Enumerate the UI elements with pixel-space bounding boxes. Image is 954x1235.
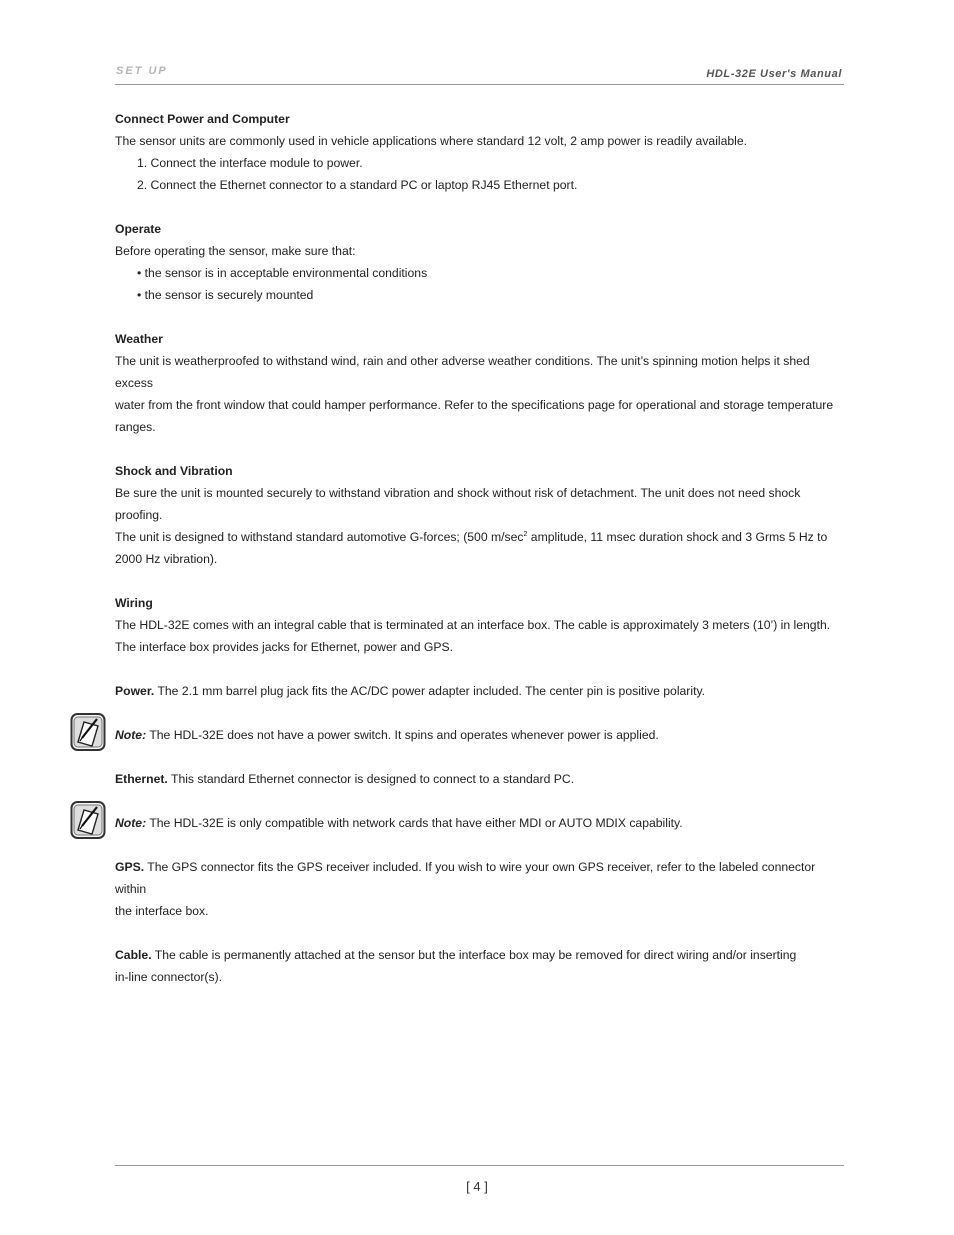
operate-intro: Before operating the sensor, make sure that: <box>115 244 356 258</box>
shock-line-1: Be sure the unit is mounted securely to withstand vibration and shock without risk of detachment. The unit does not need shock proofing. <box>115 486 801 522</box>
weather-line-1: The unit is weatherproofed to withstand wind, rain and other adverse weather conditions. The unit’s spinning motion helps it shed excess <box>115 354 810 390</box>
note-power-switch <box>115 724 845 746</box>
note-pencil-icon <box>70 712 106 752</box>
header-rule <box>115 84 844 85</box>
note2-label: Note: <box>115 816 147 830</box>
heading-shock: Shock and Vibration <box>115 464 233 478</box>
section-weather <box>115 328 845 438</box>
operate-bullet-1: • the sensor is in acceptable environmental conditions <box>137 266 428 280</box>
superscript-2: 2 <box>523 531 528 538</box>
note2-text: The HDL-32E is only compatible with network cards that have either MDI or AUTO MDIX capability. <box>146 816 683 830</box>
shock-line-3: 2000 Hz vibration). <box>115 552 218 566</box>
gps-text: The GPS connector fits the GPS receiver included. If you wish to wire your own GPS receiver, refer to the labeled connector within <box>115 860 816 896</box>
gps-line-1 <box>115 856 845 900</box>
shock-line-2 <box>115 526 845 548</box>
shock-line-2-text: The unit is designed to withstand standard automotive G-forces; (500 m/sec <box>115 530 524 544</box>
manual-title: HDL-32E User's Manual <box>706 68 842 80</box>
section-operate <box>115 218 845 306</box>
note-mdi <box>115 812 845 834</box>
power-text: The 2.1 mm barrel plug jack fits the AC/DC power adapter included. The center pin is positive polarity. <box>154 684 706 698</box>
note1-text: The HDL-32E does not have a power switch. It spins and operates whenever power is applied. <box>146 728 659 742</box>
wiring-line-2: The interface box provides jacks for Ethernet, power and GPS. <box>115 640 454 654</box>
gps-label: GPS. <box>115 860 145 874</box>
cable-line-1 <box>115 944 845 966</box>
connect-intro: The sensor units are commonly used in vehicle applications where standard 12 volt, 2 amp power is readily available. <box>115 134 748 148</box>
page-content <box>115 108 845 1010</box>
section-shock <box>115 460 845 570</box>
connect-step-1: 1. Connect the interface module to power. <box>137 156 363 170</box>
heading-weather: Weather <box>115 332 163 346</box>
connect-step-2: 2. Connect the Ethernet connector to a standard PC or laptop RJ45 Ethernet port. <box>137 178 578 192</box>
note1-label: Note: <box>115 728 147 742</box>
paragraph-cable <box>115 944 845 988</box>
page-number: [ 4 ] <box>466 1179 488 1194</box>
section-title: SET UP <box>116 65 168 77</box>
power-label: Power. <box>115 684 155 698</box>
shock-line-2-rest: amplitude, 11 msec duration shock and 3 Grms 5 Hz to <box>527 530 828 544</box>
footer-rule <box>115 1165 844 1166</box>
section-wiring <box>115 592 845 658</box>
cable-label: Cable. <box>115 948 152 962</box>
gps-line-2: the interface box. <box>115 904 209 918</box>
paragraph-ethernet <box>115 768 845 790</box>
heading-connect: Connect Power and Computer <box>115 112 290 126</box>
weather-line-2: water from the front window that could hamper performance. Refer to the specifications page for operational and storage temperature ranges. <box>115 398 834 434</box>
paragraph-gps <box>115 856 845 922</box>
wiring-line-1: The HDL-32E comes with an integral cable that is terminated at an interface box. The cable is approximately 3 meters (10’) in length. <box>115 618 831 632</box>
note-pencil-icon <box>70 800 106 840</box>
section-connect <box>115 108 845 196</box>
heading-wiring: Wiring <box>115 596 153 610</box>
cable-text: The cable is permanently attached at the sensor but the interface box may be removed for direct wiring and/or inserting <box>151 948 797 962</box>
operate-bullet-2: • the sensor is securely mounted <box>137 288 314 302</box>
paragraph-power <box>115 680 845 702</box>
ethernet-text: This standard Ethernet connector is designed to connect to a standard PC. <box>167 772 575 786</box>
heading-operate: Operate <box>115 222 162 236</box>
ethernet-label: Ethernet. <box>115 772 168 786</box>
cable-line-2: in-line connector(s). <box>115 970 223 984</box>
